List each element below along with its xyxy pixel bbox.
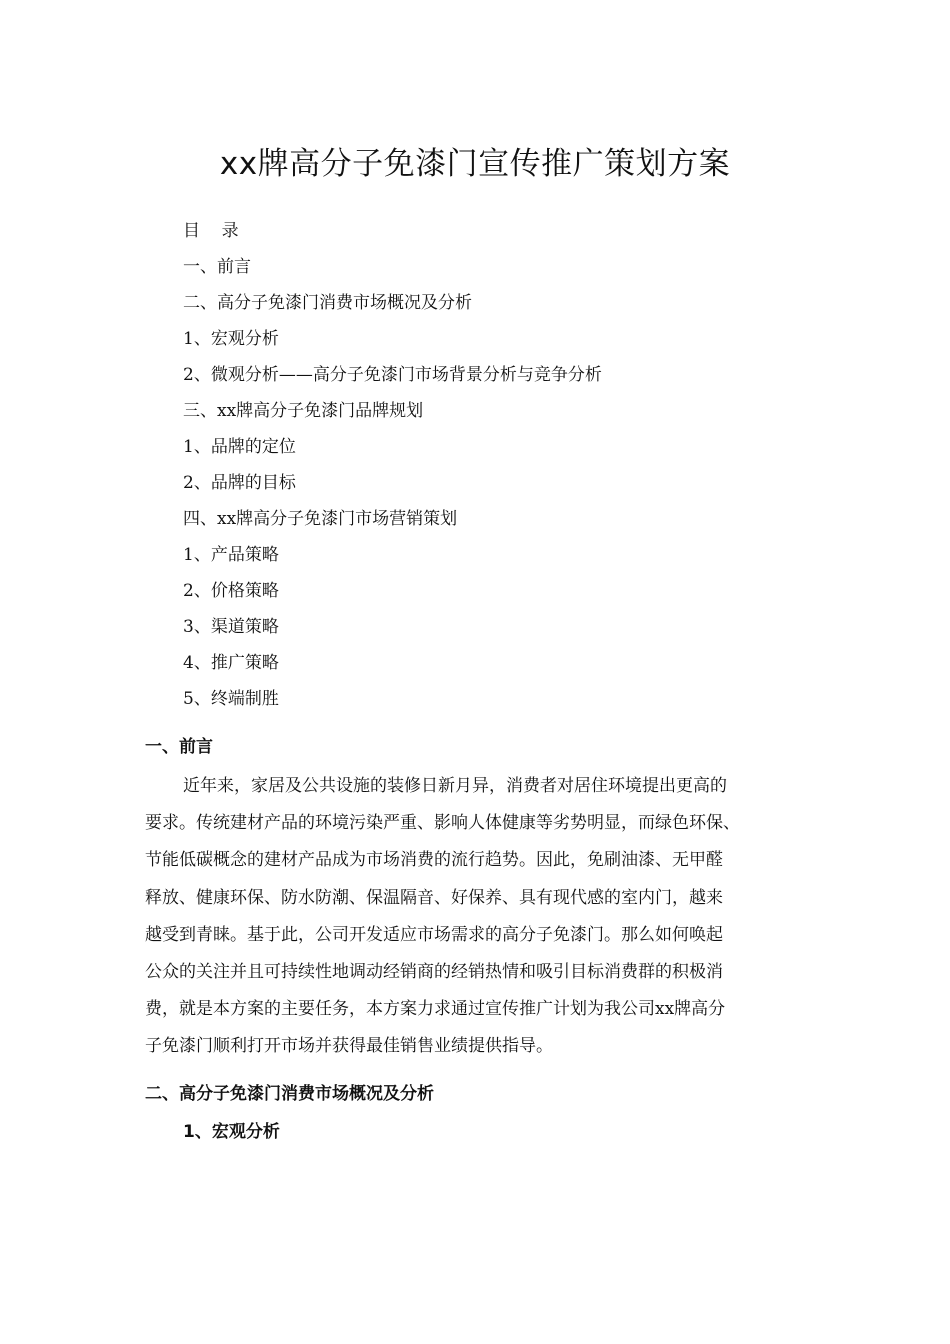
paragraph-line: 越受到青睐。基于此，公司开发适应市场需求的高分子免漆门。那么如何唤起	[145, 924, 723, 945]
paragraph-line: 要求。传统建材产品的环境污染严重、影响人体健康等劣势明显，而绿色环保、	[145, 813, 740, 834]
paragraph-line: 近年来，家居及公共设施的装修日新月异，消费者对居住环境提出更高的	[183, 776, 727, 796]
market-analysis-heading: 二、高分子免漆门消费市场概况及分析	[145, 1084, 434, 1104]
table-of-contents	[183, 214, 803, 718]
toc-item: 2、品牌的目标	[183, 473, 296, 493]
toc-item: 2、微观分析——高分子免漆门市场背景分析与竞争分析	[183, 365, 602, 385]
toc-item: 1、产品策略	[183, 545, 279, 565]
preface-paragraph	[145, 768, 805, 1066]
toc-item: 5、终端制胜	[183, 689, 279, 709]
paragraph-line: 费，就是本方案的主要任务，本方案力求通过宣传推广计划为我公司xx牌高分	[145, 999, 726, 1020]
macro-analysis-subheading: 1、宏观分析	[183, 1122, 280, 1142]
toc-item: 3、渠道策略	[183, 617, 279, 637]
toc-item: 二、高分子免漆门消费市场概况及分析	[183, 293, 472, 313]
paragraph-line: 节能低碳概念的建材产品成为市场消费的流行趋势。因此，免刷油漆、无甲醛	[145, 850, 723, 871]
paragraph-line: 公众的关注并且可持续性地调动经销商的经销热情和吸引目标消费群的积极消	[145, 961, 723, 982]
toc-item: 4、推广策略	[183, 653, 279, 673]
paragraph-line: 子免漆门顺利打开市场并获得最佳销售业绩提供指导。	[145, 1036, 553, 1057]
toc-item: 2、价格策略	[183, 581, 279, 601]
document-title: xx牌高分子免漆门宣传推广策划方案	[219, 146, 731, 182]
preface-heading: 一、前言	[145, 737, 213, 757]
toc-item: 1、宏观分析	[183, 329, 279, 349]
toc-item: 四、xx牌高分子免漆门市场营销策划	[183, 509, 458, 529]
toc-heading: 目 录	[183, 221, 239, 241]
toc-item: 三、xx牌高分子免漆门品牌规划	[183, 401, 424, 421]
toc-item: 一、前言	[183, 257, 251, 277]
toc-item: 1、品牌的定位	[183, 437, 296, 457]
paragraph-line: 释放、健康环保、防水防潮、保温隔音、好保养、具有现代感的室内门，越来	[145, 887, 723, 908]
